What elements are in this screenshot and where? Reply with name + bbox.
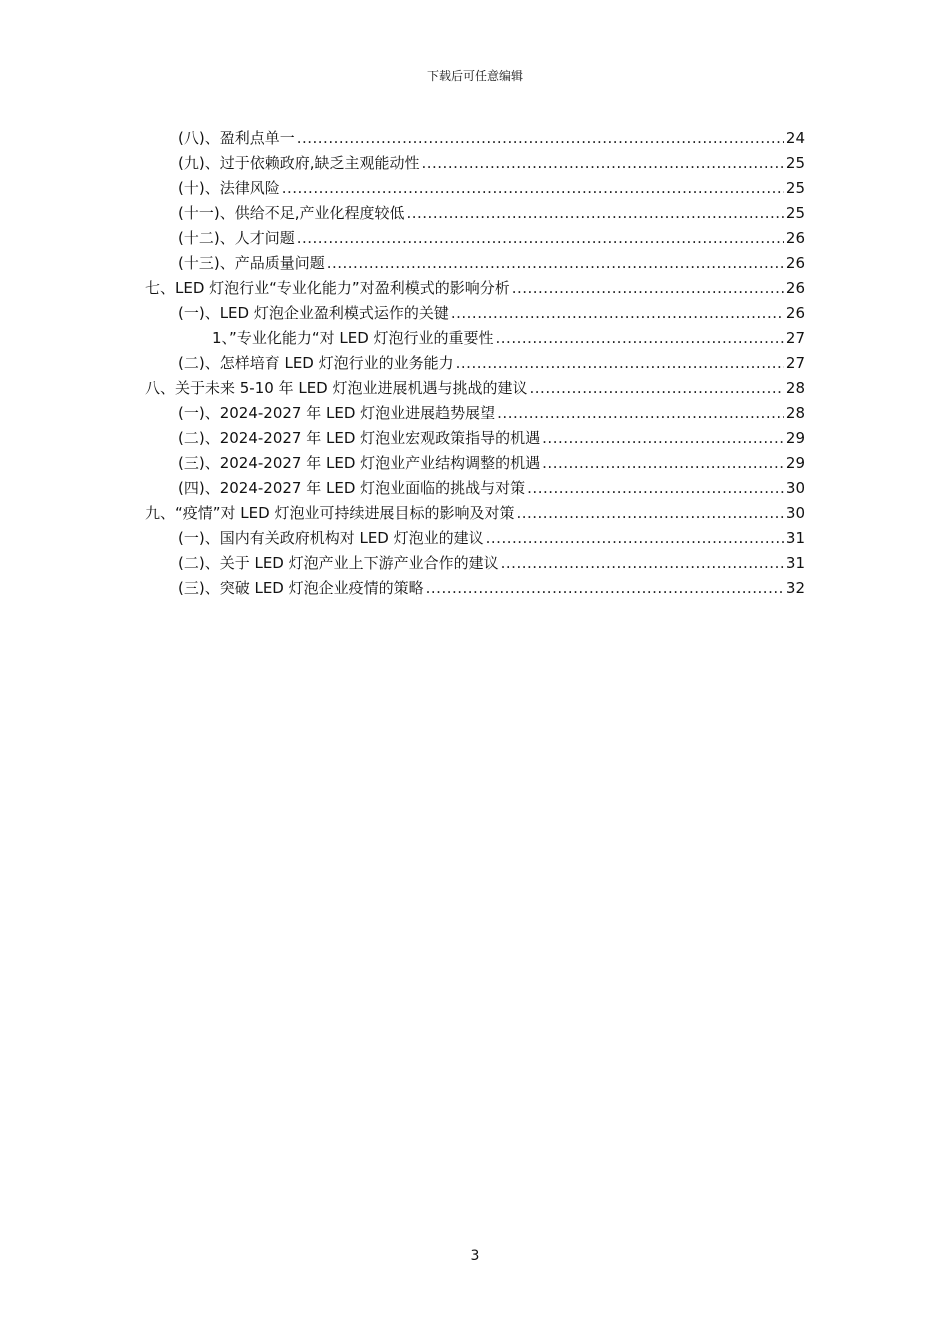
toc-entry-page: 26 <box>785 254 805 272</box>
toc-entry-page: 31 <box>785 529 805 547</box>
toc-entry-page: 26 <box>785 279 805 297</box>
toc-entry[interactable] <box>178 351 805 376</box>
dot-leader <box>297 126 784 151</box>
toc-entry[interactable] <box>178 576 805 601</box>
toc-entry-page: 26 <box>785 229 805 247</box>
dot-leader <box>542 451 784 476</box>
toc-entry[interactable] <box>178 426 805 451</box>
toc-entry-title: (四)、2024-2027 年 LED 灯泡业面临的挑战与对策 <box>178 479 526 497</box>
dot-leader <box>421 151 783 176</box>
dot-leader <box>516 501 783 526</box>
toc-entry-page: 28 <box>785 379 805 397</box>
dot-leader <box>527 476 784 501</box>
toc-entry-title: (十)、法律风险 <box>178 179 280 197</box>
dot-leader <box>451 301 784 326</box>
toc-entry[interactable] <box>178 451 805 476</box>
toc-entry[interactable] <box>178 126 805 151</box>
toc-entry-title: (八)、盈利点单一 <box>178 129 295 147</box>
toc-entry-title: (十二)、人才问题 <box>178 229 295 247</box>
toc-entry-page: 31 <box>785 554 805 572</box>
toc-entry-page: 27 <box>785 329 805 347</box>
dot-leader <box>327 251 784 276</box>
dot-leader <box>542 426 784 451</box>
toc-entry[interactable] <box>178 251 805 276</box>
toc-entry-page: 28 <box>785 404 805 422</box>
toc-entry[interactable] <box>178 201 805 226</box>
toc-entry[interactable] <box>145 276 805 301</box>
toc-entry-page: 30 <box>785 504 805 522</box>
toc-entry-page: 25 <box>785 179 805 197</box>
dot-leader <box>497 401 784 426</box>
dot-leader <box>496 326 784 351</box>
dot-leader <box>297 226 784 251</box>
toc-entry-title: 九、“疫情”对 LED 灯泡业可持续进展目标的影响及对策 <box>145 504 515 522</box>
toc-entry-title: (九)、过于依赖政府,缺乏主观能动性 <box>178 154 420 172</box>
dot-leader <box>501 551 784 576</box>
toc-entry-title: 1、”专业化能力“对 LED 灯泡行业的重要性 <box>212 329 494 347</box>
dot-leader <box>406 201 783 226</box>
toc-entry[interactable] <box>178 301 805 326</box>
toc-entry-title: (二)、怎样培育 LED 灯泡行业的业务能力 <box>178 354 454 372</box>
toc-entry-title: 八、关于未来 5-10 年 LED 灯泡业进展机遇与挑战的建议 <box>145 379 528 397</box>
toc-entry-title: (一)、国内有关政府机构对 LED 灯泡业的建议 <box>178 529 484 547</box>
toc-entry-page: 25 <box>785 154 805 172</box>
dot-leader <box>282 176 784 201</box>
toc-entry-page: 27 <box>785 354 805 372</box>
toc-entry-page: 30 <box>785 479 805 497</box>
dot-leader <box>456 351 784 376</box>
toc-entry-title: (十三)、产品质量问题 <box>178 254 325 272</box>
toc-entry[interactable] <box>145 501 805 526</box>
toc-entry-title: 七、LED 灯泡行业“专业化能力”对盈利模式的影响分析 <box>145 279 510 297</box>
dot-leader <box>426 576 784 601</box>
toc-entry-page: 29 <box>785 429 805 447</box>
page-header: 下载后可任意编辑 <box>426 69 523 83</box>
toc-entry-page: 26 <box>785 304 805 322</box>
toc-entry-title: (十一)、供给不足,产业化程度较低 <box>178 204 405 222</box>
toc-entry-page: 24 <box>785 129 805 147</box>
toc-entry-title: (三)、突破 LED 灯泡企业疫情的策略 <box>178 579 424 597</box>
toc-entry[interactable] <box>178 226 805 251</box>
toc-entry-title: (一)、2024-2027 年 LED 灯泡业进展趋势展望 <box>178 404 496 422</box>
toc-entry[interactable] <box>178 401 805 426</box>
toc-entry[interactable] <box>145 376 805 401</box>
toc-entry[interactable] <box>178 551 805 576</box>
toc-entry-page: 32 <box>785 579 805 597</box>
dot-leader <box>486 526 784 551</box>
dot-leader <box>530 376 784 401</box>
toc-entry-title: (二)、2024-2027 年 LED 灯泡业宏观政策指导的机遇 <box>178 429 541 447</box>
toc-entry-page: 29 <box>785 454 805 472</box>
toc-entry-page: 25 <box>785 204 805 222</box>
toc-entry[interactable] <box>178 526 805 551</box>
toc-entry-title: (一)、LED 灯泡企业盈利模式运作的关键 <box>178 304 449 322</box>
toc-entry[interactable] <box>178 476 805 501</box>
dot-leader <box>512 276 784 301</box>
toc-entry[interactable] <box>212 326 805 351</box>
toc-entry-title: (二)、关于 LED 灯泡产业上下游产业合作的建议 <box>178 554 499 572</box>
toc-entry[interactable] <box>178 151 805 176</box>
toc-entry[interactable] <box>178 176 805 201</box>
page-number: 3 <box>470 1248 480 1264</box>
toc-entry-title: (三)、2024-2027 年 LED 灯泡业产业结构调整的机遇 <box>178 454 541 472</box>
